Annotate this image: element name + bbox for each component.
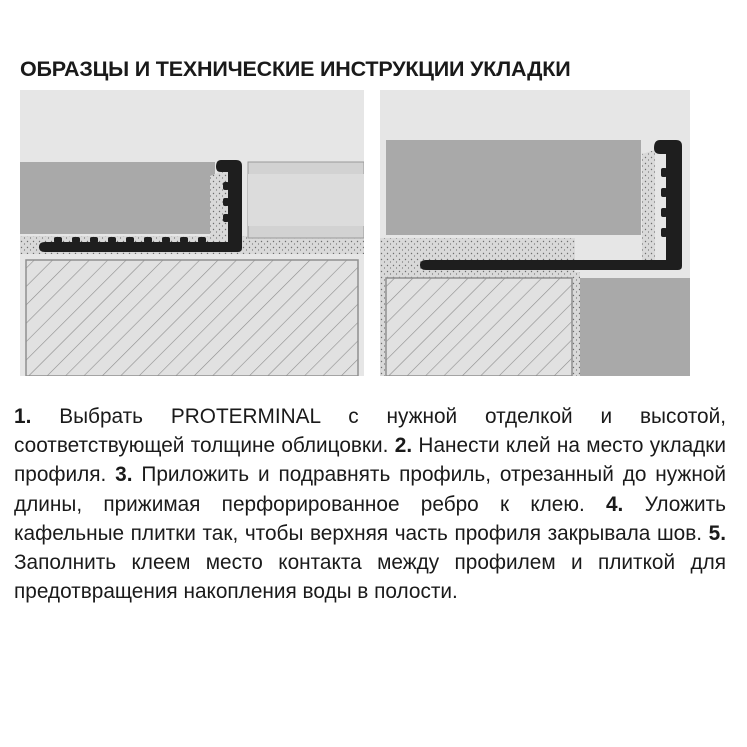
step-2-text: Нанести клей на место укладки профиля. [14,434,726,487]
step-4-text: Уложить кафельные плитки так, чтобы верхняя часть профиля закрывала шов. [14,492,726,545]
tile [386,140,641,235]
adjacent-tile [580,278,690,376]
step-5-number: 5. [708,521,726,545]
step-4-number: 4. [605,492,624,516]
tile [20,162,215,234]
step-1-number: 1. [14,405,32,428]
adhesive-wedge [642,150,655,262]
installation-diagram-right [380,90,690,376]
installation-diagram-left [20,90,364,376]
page-title: ОБРАЗЦЫ И ТЕХНИЧЕСКИЕ ИНСТРУКЦИИ УКЛАДКИ [20,57,571,81]
base-substrate [386,278,572,376]
step-2-number: 2. [394,434,413,458]
step-3-number: 3. [115,463,133,487]
base-substrate [26,260,358,376]
step-5-text: Заполнить клеем место контакта между профилем и плиткой для предотвращения накопления воды в полости. [14,551,726,604]
step-1-text: Выбрать PROTERMINAL с нужной отделкой и высотой, соответствующей толщине облицовки. [14,405,726,458]
installation-instructions [14,402,726,606]
step-3-text: Приложить и подравнять профиль, отрезанный до нужной длины, прижимая перфорированное ребро к клею. [14,463,726,516]
